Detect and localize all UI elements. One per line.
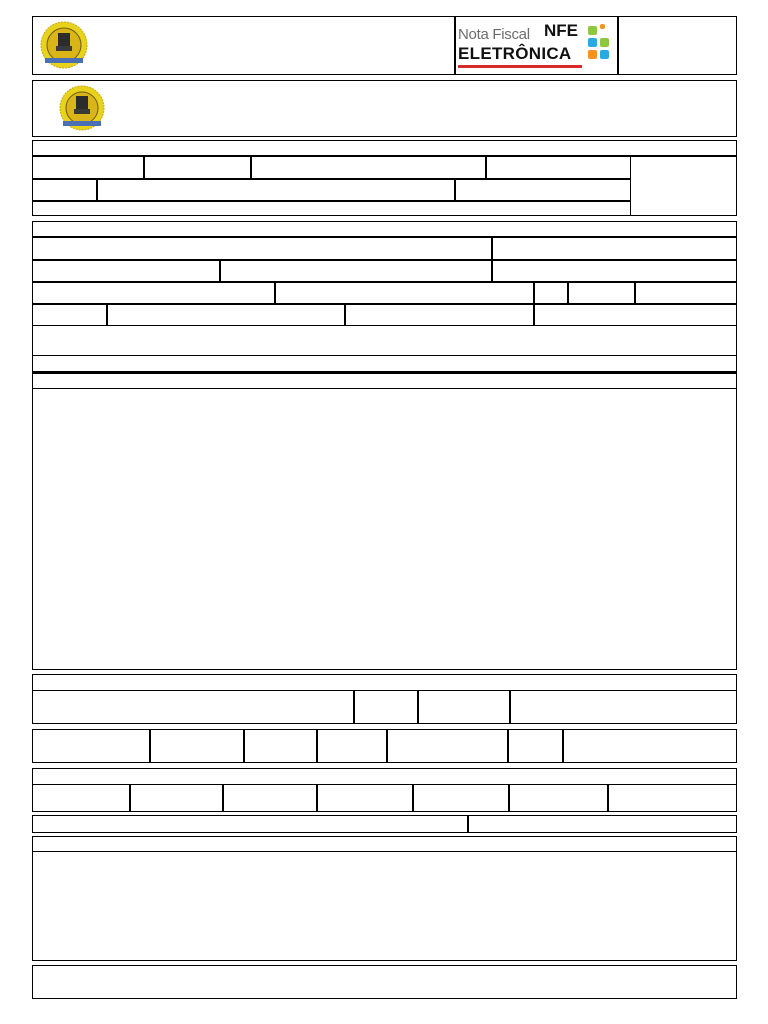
divider xyxy=(467,815,469,833)
emitter-block xyxy=(32,156,737,216)
divider xyxy=(454,179,456,201)
brand-line2: ELETRÔNICA xyxy=(458,44,572,63)
divider xyxy=(32,388,737,389)
divider xyxy=(32,355,737,356)
divider xyxy=(485,156,487,178)
divider xyxy=(32,303,737,305)
divider xyxy=(149,729,151,763)
brand-square-icon xyxy=(600,24,605,29)
divider xyxy=(143,156,145,178)
section-title-bar xyxy=(32,674,737,691)
totals-row xyxy=(32,815,737,833)
divider xyxy=(634,282,636,304)
section-title-bar xyxy=(32,221,737,237)
divider xyxy=(316,784,318,812)
divider xyxy=(32,281,737,283)
divider xyxy=(417,690,419,724)
divider xyxy=(32,178,630,180)
divider xyxy=(219,260,221,282)
footer-box xyxy=(32,965,737,999)
divider xyxy=(96,179,98,201)
brand-square-icon xyxy=(600,50,609,59)
divider xyxy=(32,851,737,852)
brand-square-icon xyxy=(588,38,597,47)
services-description-box xyxy=(32,373,737,670)
brand-line1: Nota Fiscal xyxy=(458,26,530,43)
brand-underline xyxy=(458,65,582,68)
divider xyxy=(630,156,631,216)
divider xyxy=(106,304,108,326)
divider xyxy=(509,690,511,724)
brand-square-icon xyxy=(600,38,609,47)
section-title-bar xyxy=(32,140,737,156)
brand-square-icon xyxy=(588,50,597,59)
divider xyxy=(507,729,509,763)
divider xyxy=(562,729,564,763)
divider xyxy=(412,784,414,812)
municipal-seal-logo xyxy=(54,84,110,134)
divider xyxy=(491,260,493,282)
divider xyxy=(567,282,569,304)
header-box xyxy=(32,16,737,75)
divider xyxy=(32,200,630,202)
divider xyxy=(386,729,388,763)
values-row xyxy=(32,690,737,724)
header-divider xyxy=(617,16,619,75)
divider xyxy=(533,282,535,304)
divider xyxy=(32,259,737,261)
issuer-box xyxy=(32,80,737,137)
recipient-block xyxy=(32,237,737,373)
divider xyxy=(607,784,609,812)
section-title-bar xyxy=(32,768,737,785)
divider xyxy=(129,784,131,812)
divider xyxy=(274,282,276,304)
nfe-brand-logo xyxy=(456,18,616,73)
divider xyxy=(222,784,224,812)
taxes-row xyxy=(32,729,737,763)
withholdings-row xyxy=(32,784,737,812)
divider xyxy=(491,237,493,259)
divider xyxy=(344,304,346,326)
divider xyxy=(533,304,535,326)
divider xyxy=(508,784,510,812)
brand-square-icon xyxy=(588,26,597,35)
divider xyxy=(243,729,245,763)
brand-acronym: NFE xyxy=(544,21,578,40)
divider xyxy=(316,729,318,763)
divider xyxy=(32,325,737,326)
divider xyxy=(353,690,355,724)
divider xyxy=(250,156,252,178)
other-information-box xyxy=(32,836,737,961)
municipal-seal-logo xyxy=(36,20,92,72)
